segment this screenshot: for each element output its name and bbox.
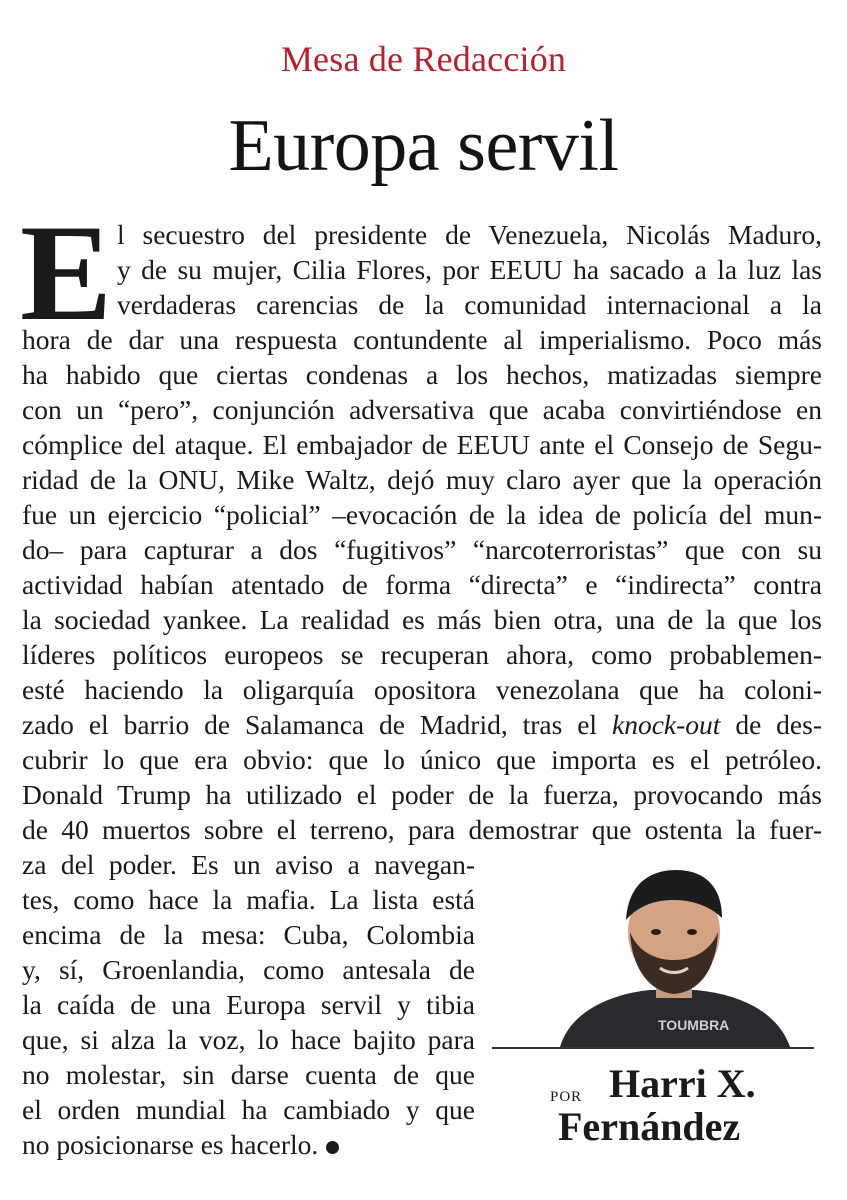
body-line: do– para capturar a dos “fugitivos” “narcoterroristas” que con su: [22, 534, 822, 565]
byline-author-last: Fernández: [558, 1104, 741, 1149]
headline: Europa servil: [228, 105, 619, 187]
body-line: l secuestro del presidente de Venezuela, Nicolás Maduro,: [117, 219, 822, 250]
body-line: ha habido que ciertas condenas a los hechos, matizadas siempre: [22, 359, 822, 390]
body-line: no molestar, sin darse cuenta de que: [22, 1059, 475, 1090]
body-line: el orden mundial ha cambiado y que: [22, 1094, 475, 1125]
body-line: la sociedad yankee. La realidad es más bien otra, una de la que los: [22, 604, 822, 635]
body-line: y de su mujer, Cilia Flores, por EEUU ha sacado a la luz las: [117, 254, 822, 285]
body-line: Donald Trump ha utilizado el poder de la fuerza, provocando más: [22, 779, 822, 810]
body-line: la caída de una Europa servil y tibia: [22, 989, 475, 1020]
body-line: ridad de la ONU, Mike Waltz, dejó muy claro ayer que la operación: [22, 464, 822, 495]
body-line: tes, como hace la mafia. La lista está: [22, 884, 475, 915]
body-text: de des-: [720, 709, 822, 740]
italic-term: knock-out: [611, 709, 721, 740]
body-text: zado el barrio de Salamanca de Madrid, tras el: [22, 709, 612, 740]
body-line: con un “pero”, conjunción adversativa que acaba convirtiéndose en: [22, 394, 822, 425]
body-line: que, si alza la voz, lo hace bajito para: [22, 1024, 475, 1055]
shirt-print: TOUMBRA: [658, 1017, 730, 1033]
body-line: hora de dar una respuesta contundente al imperialismo. Poco más: [22, 324, 822, 355]
body-line: fue un ejercicio “policial” –evocación de la idea de policía del mun-: [22, 499, 822, 530]
author-photo: [540, 862, 805, 1047]
section-label: Mesa de Redacción: [280, 39, 567, 79]
body-line: de 40 muertos sobre el terreno, para demostrar que ostenta la fuer-: [22, 814, 822, 845]
body-text: no posicionarse es hacerlo.: [22, 1129, 319, 1160]
drop-cap: E: [20, 218, 113, 330]
body-line: esté haciendo la oligarquía opositora venezolana que ha coloni-: [22, 674, 822, 705]
body-line: za del poder. Es un aviso a navegan-: [22, 849, 475, 880]
end-mark-icon: [326, 1141, 339, 1154]
byline-author-first: Harri X.: [609, 1061, 756, 1106]
body-line: líderes políticos europeos se recuperan ahora, como probablemen-: [22, 639, 822, 670]
body-line: actividad habían atentado de forma “directa” e “indirecta” contra: [22, 569, 822, 600]
body-line-final: [22, 1128, 475, 1162]
body-line: cómplice del ataque. El embajador de EEUU ante el Consejo de Segu-: [22, 429, 822, 460]
body-line-mixed: [22, 708, 822, 742]
body-line: cubrir lo que era obvio: que lo único que importa es el petróleo.: [22, 744, 822, 775]
byline-prefix: por: [550, 1082, 583, 1106]
body-line: y, sí, Groenlandia, como antesala de: [22, 954, 475, 985]
body-line: verdaderas carencias de la comunidad internacional a la: [117, 289, 822, 320]
photo-divider: [492, 1047, 814, 1049]
body-line: encima de la mesa: Cuba, Colombia: [22, 919, 475, 950]
